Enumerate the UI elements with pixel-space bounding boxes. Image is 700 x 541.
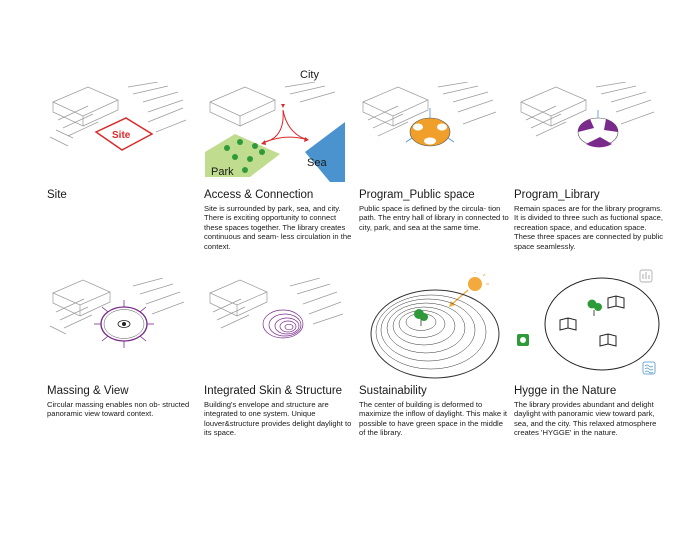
sustainability-diagram — [365, 272, 505, 382]
plant-icon — [517, 334, 529, 346]
massing-view-diagram — [48, 278, 188, 368]
panel-title-site: Site — [47, 189, 67, 201]
panel-desc-library: Remain spaces are for the library programs. It is divided to three such as fuctional space, recreation space, and education space. These three spaces are connected by public space seamlessly. — [514, 204, 664, 251]
panel-desc-hygge: The library provides abundant and delight daylight with panoramic view toward park, sea, and the city. This relaxed atmosphere creates 'HYGGE' in the nature. — [514, 400, 657, 438]
panel-title-skin: Integrated Skin & Structure — [204, 385, 343, 397]
park-label: Park — [211, 166, 234, 178]
panel-desc-access: Site is surrounded by park, sea, and city. There is exciting opportunity to connect these spaces together. The library creates continuous and seam- less circulation in the context. — [204, 204, 352, 251]
panel-title-sustainability: Sustainability — [359, 385, 427, 397]
tree-icon — [414, 309, 428, 326]
site-diagram — [48, 82, 188, 177]
building-icon — [640, 270, 652, 282]
panel-title-massing: Massing & View — [47, 385, 129, 397]
sun-icon — [468, 272, 489, 291]
panel-title-public-space: Program_Public space — [359, 189, 475, 201]
city-label: City — [300, 69, 319, 81]
wave-icon — [643, 362, 655, 374]
panel-desc-public-space: Public space is defined by the circula- tion path. The entry hall of library in connected to city, park, and sea at the same time. — [359, 204, 509, 232]
panel-title-library: Program_Library — [514, 189, 600, 201]
public-space-diagram — [358, 82, 503, 177]
skin-structure-diagram — [205, 278, 350, 368]
panel-title-hygge: Hygge in the Nature — [514, 385, 617, 397]
hygge-diagram — [512, 268, 662, 380]
panel-title-access: Access & Connection — [204, 189, 314, 201]
panel-desc-massing: Circular massing enables non ob- structed panoramic view toward context. — [47, 400, 190, 419]
library-program-diagram — [516, 82, 661, 177]
panel-desc-skin: Building's envelope and structure are integrated to one system. Unique louver&structure provides delight daylight to its space. — [204, 400, 352, 438]
access-diagram — [205, 82, 350, 182]
panel-desc-sustainability: The center of building is deformed to maximize the inflow of daylight. This make it possible to have green space in the middle of the library. — [359, 400, 507, 438]
eye-icon — [118, 321, 130, 328]
site-plot-label: Site — [112, 130, 131, 141]
sea-label: Sea — [307, 157, 327, 169]
